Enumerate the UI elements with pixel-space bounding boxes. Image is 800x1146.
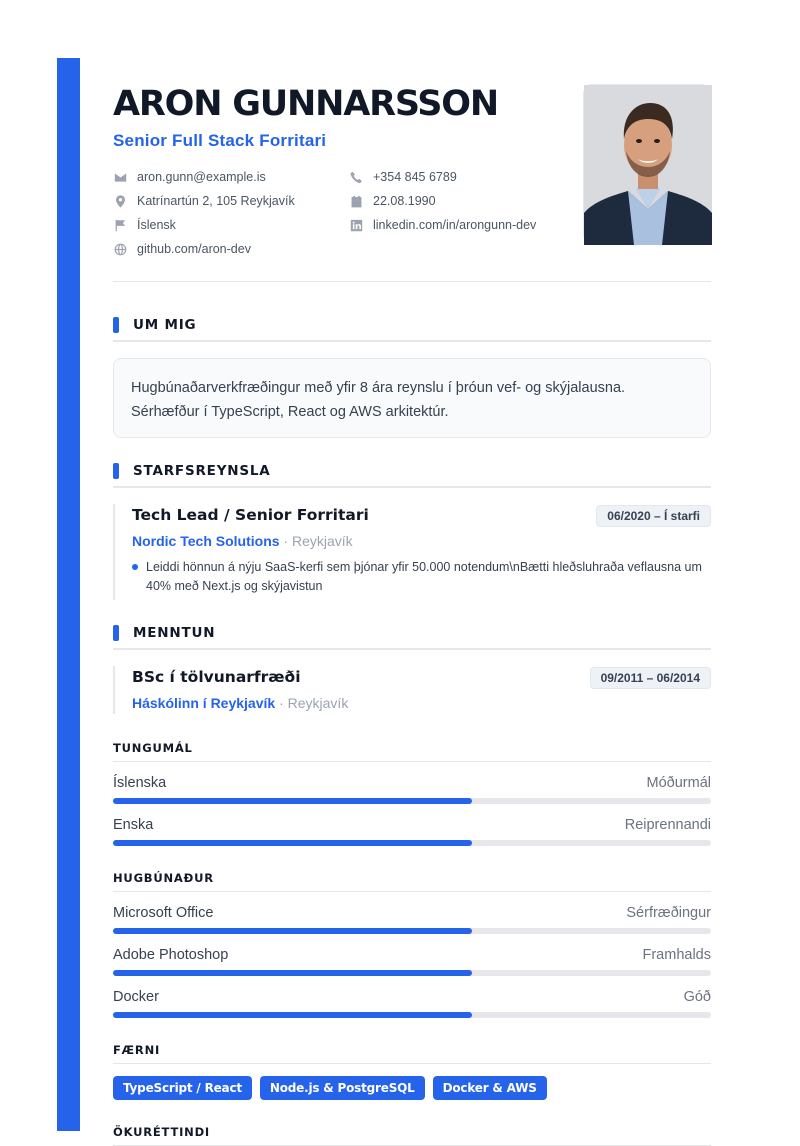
software-name: Microsoft Office bbox=[113, 905, 214, 921]
software-bar-fill bbox=[113, 970, 472, 976]
globe-icon bbox=[113, 242, 127, 256]
skill-tags bbox=[113, 1076, 711, 1100]
bullet-dot bbox=[132, 564, 138, 570]
education-location: · Reykjavík bbox=[279, 695, 349, 711]
calendar-icon bbox=[349, 194, 363, 208]
flag-icon bbox=[113, 218, 127, 232]
software-bar-track bbox=[113, 1012, 711, 1018]
linkedin-icon bbox=[349, 218, 363, 232]
job-location: · Reykjavík bbox=[283, 533, 353, 549]
job-bullet: Leiddi hönnun á nýju SaaS-kerfi sem þjónar yfir 50.000 notendum\nBætti hleðsluhraða veflausna um 40% með Next.js og skýjavistun bbox=[132, 558, 711, 596]
accent-sidebar-bar bbox=[57, 58, 80, 1131]
section-about bbox=[113, 310, 711, 438]
section-marker bbox=[113, 317, 119, 333]
section-skills bbox=[113, 1040, 711, 1100]
resume-header bbox=[113, 82, 711, 282]
education-entry bbox=[113, 666, 711, 714]
software-bar-track bbox=[113, 970, 711, 976]
skills-heading: FÆRNI bbox=[113, 1040, 711, 1064]
section-software bbox=[113, 868, 711, 1018]
software-bar-track bbox=[113, 928, 711, 934]
job-bullets bbox=[132, 558, 711, 596]
section-heading-education: MENNTUN bbox=[113, 618, 711, 650]
language-bar-fill bbox=[113, 840, 472, 846]
candidate-name: ARON GUNNARSSON bbox=[113, 84, 498, 124]
software-row bbox=[113, 988, 711, 1018]
language-name: Íslenska bbox=[113, 775, 167, 791]
contact-nationality: Íslensk bbox=[113, 217, 176, 233]
education-degree: BSc í tölvunarfræði bbox=[132, 668, 301, 686]
software-bar-fill bbox=[113, 928, 472, 934]
contact-birthdate: 22.08.1990 bbox=[349, 193, 436, 209]
contact-phone[interactable]: +354 845 6789 bbox=[349, 169, 457, 185]
language-name: Enska bbox=[113, 817, 154, 833]
software-level: Sérfræðingur bbox=[626, 905, 711, 921]
phone-icon bbox=[349, 170, 363, 184]
job-role: Tech Lead / Senior Forritari bbox=[132, 506, 369, 524]
education-school-line bbox=[132, 694, 711, 712]
software-bar-fill bbox=[113, 1012, 472, 1018]
languages-heading: TUNGUMÁL bbox=[113, 738, 711, 762]
software-row bbox=[113, 946, 711, 976]
software-name: Docker bbox=[113, 989, 159, 1005]
contact-address: Katrínartún 2, 105 Reykjavík bbox=[113, 193, 295, 209]
software-level: Góð bbox=[683, 989, 711, 1005]
education-date-badge: 09/2011 – 06/2014 bbox=[590, 667, 711, 689]
software-level: Framhalds bbox=[642, 947, 711, 963]
resume-page bbox=[113, 80, 711, 1146]
skill-tag: TypeScript / React bbox=[113, 1076, 252, 1100]
language-level: Reiprennandi bbox=[624, 817, 711, 833]
profile-photo bbox=[583, 84, 711, 244]
section-education bbox=[113, 618, 711, 714]
contact-email[interactable]: aron.gunn@example.is bbox=[113, 169, 266, 185]
about-summary: Hugbúnaðarverkfræðingur með yfir 8 ára reynslu í þróun vef- og skýjalausna. Sérhæfður í TypeScript, React og AWS arkitektúr. bbox=[113, 358, 711, 438]
section-marker bbox=[113, 463, 119, 479]
section-marker bbox=[113, 625, 119, 641]
skill-tag: Docker & AWS bbox=[433, 1076, 547, 1100]
software-row bbox=[113, 904, 711, 934]
software-name: Adobe Photoshop bbox=[113, 947, 229, 963]
skill-tag: Node.js & PostgreSQL bbox=[260, 1076, 425, 1100]
language-bar-track bbox=[113, 840, 711, 846]
education-school: Háskólinn í Reykjavík bbox=[132, 695, 276, 711]
section-experience bbox=[113, 456, 711, 600]
software-heading: HUGBÚNAÐUR bbox=[113, 868, 711, 892]
section-heading-experience: STARFSREYNSLA bbox=[113, 456, 711, 488]
language-bar-fill bbox=[113, 798, 472, 804]
section-licenses bbox=[113, 1122, 711, 1146]
section-heading-about: UM MIG bbox=[113, 310, 711, 342]
envelope-icon bbox=[113, 170, 127, 184]
job-company-line bbox=[132, 532, 711, 550]
section-languages bbox=[113, 738, 711, 846]
licenses-heading: ÖKURÉTTINDI bbox=[113, 1122, 711, 1146]
experience-entry bbox=[113, 504, 711, 600]
language-row bbox=[113, 774, 711, 804]
contact-linkedin[interactable]: linkedin.com/in/arongunn-dev bbox=[349, 217, 536, 233]
language-bar-track bbox=[113, 798, 711, 804]
map-pin-icon bbox=[113, 194, 127, 208]
candidate-title: Senior Full Stack Forritari bbox=[113, 131, 327, 150]
language-row bbox=[113, 816, 711, 846]
job-date-badge: 06/2020 – Í starfi bbox=[596, 505, 711, 527]
contact-github[interactable]: github.com/aron-dev bbox=[113, 241, 251, 257]
language-level: Móðurmál bbox=[646, 775, 711, 791]
job-company: Nordic Tech Solutions bbox=[132, 533, 280, 549]
